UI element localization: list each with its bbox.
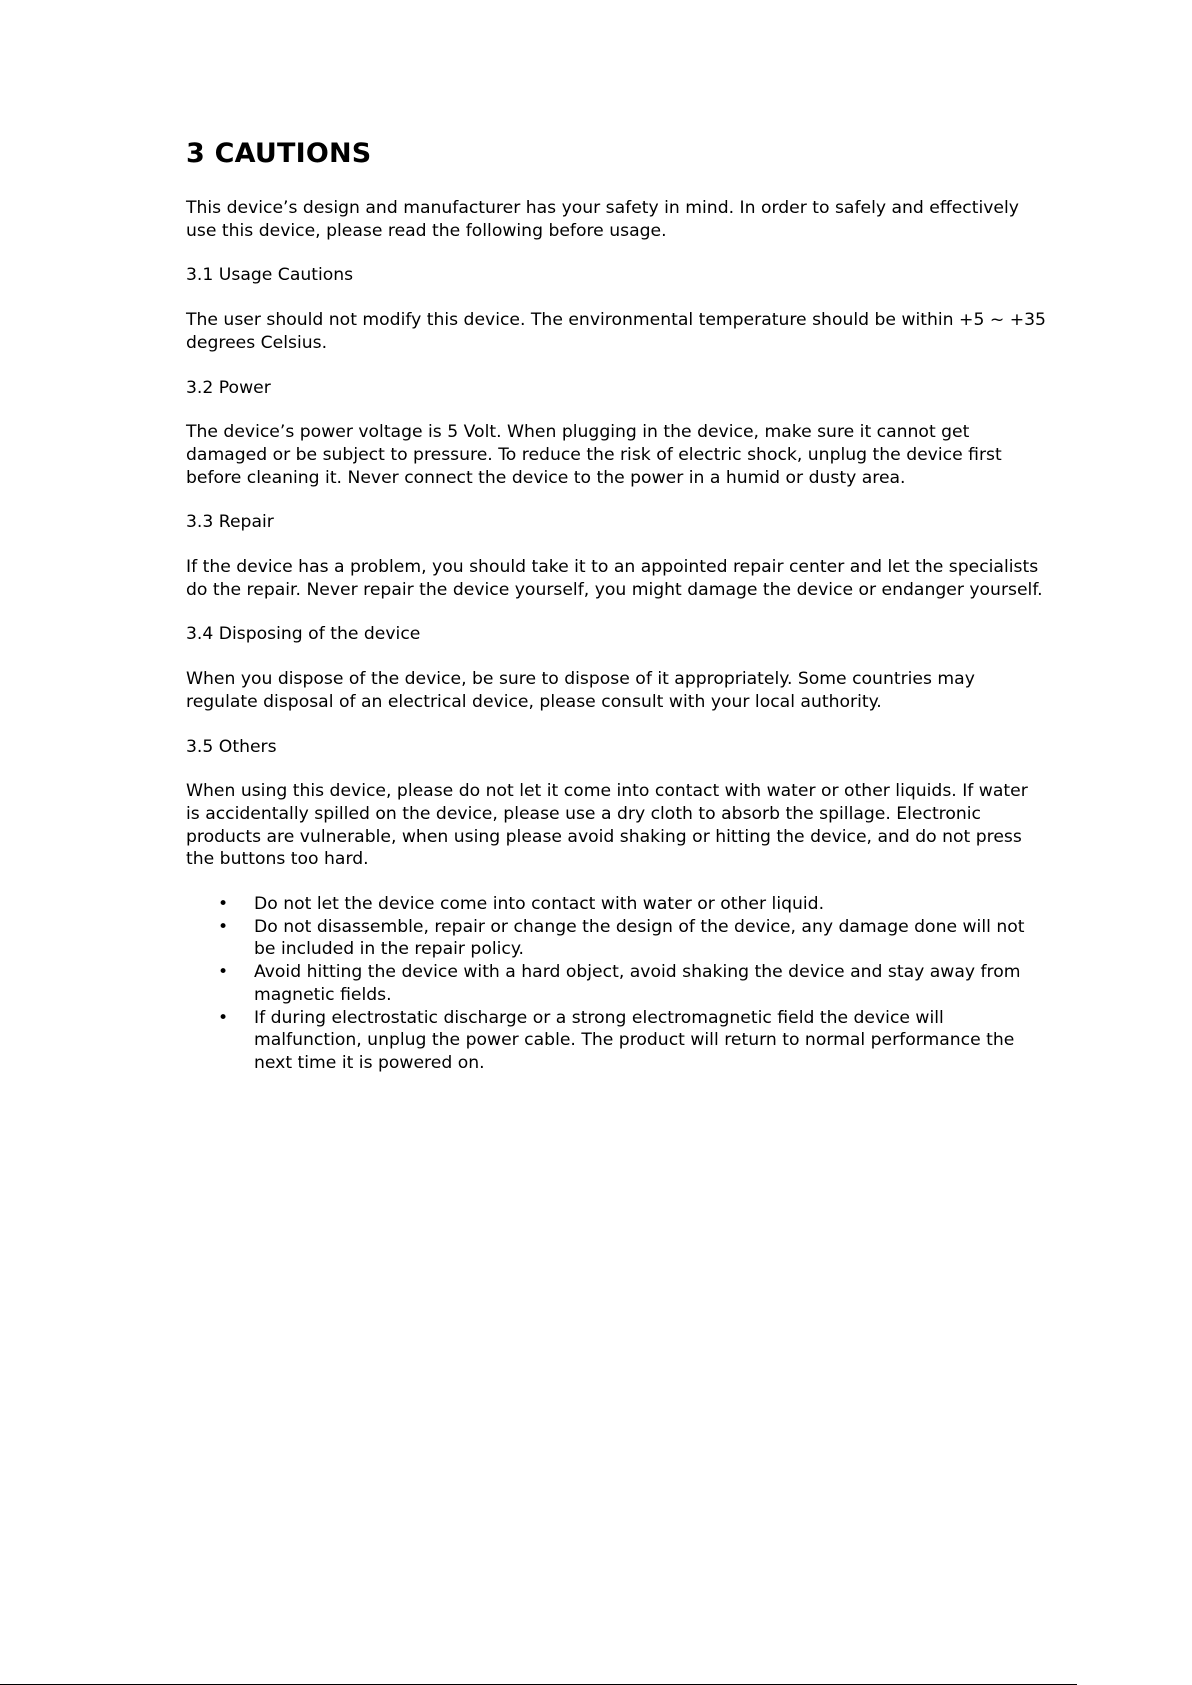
list-item-text: Avoid hitting the device with a hard object, avoid shaking the device and stay away from magnetic fields. xyxy=(254,962,1021,1005)
section-body-power: The device’s power voltage is 5 Volt. When plugging in the device, make sure it cannot get damaged or be subject to pressure. To reduce the risk of electric shock, unplug the device first before cleaning it. Never connect the device to the power in a humid or dusty area. xyxy=(186,422,1002,488)
section-body-usage-cautions: The user should not modify this device. The environmental temperature should be within +5 ~ +35 degrees Celsius. xyxy=(186,310,1046,353)
section-body-disposing: When you dispose of the device, be sure to dispose of it appropriately. Some countries may regulate disposal of an electrical device, please consult with your local authority. xyxy=(186,669,975,712)
list-item xyxy=(186,893,1046,916)
page-title: 3 CAUTIONS xyxy=(186,138,372,169)
bullet-icon: • xyxy=(218,894,229,915)
section-title-disposing: 3.4 Disposing of the device xyxy=(186,624,421,645)
section-title-others: 3.5 Others xyxy=(186,736,277,757)
caution-list xyxy=(186,893,1046,1075)
list-item-text: Do not let the device come into contact with water or other liquid. xyxy=(254,894,825,915)
section-body-others: When using this device, please do not let it come into contact with water or other liquids. If water is accidentally spilled on the device, please use a dry cloth to absorb the spillage. Electronic products are vulnerable, when using please avoid shaking or hitting the device, and do not press the buttons too hard. xyxy=(186,781,1028,870)
section-title-power: 3.2 Power xyxy=(186,377,271,398)
section-title-repair: 3.3 Repair xyxy=(186,512,274,533)
section-body-repair: If the device has a problem, you should take it to an appointed repair center and let the specialists do the repair. Never repair the device yourself, you might damage the device or endanger yourself. xyxy=(186,557,1043,600)
list-item-text: If during electrostatic discharge or a strong electromagnetic field the device will malfunction, unplug the power cable. The product will return to normal performance the next time it is powered on. xyxy=(254,1007,1015,1073)
bullet-icon: • xyxy=(218,962,229,983)
list-item xyxy=(186,1007,1046,1075)
section-title-usage-cautions: 3.1 Usage Cautions xyxy=(186,265,354,286)
intro-paragraph: This device’s design and manufacturer has your safety in mind. In order to safely and effectively use this device, please read the following before usage. xyxy=(186,198,1019,241)
document-page xyxy=(186,138,1046,1075)
list-item-text: Do not disassemble, repair or change the design of the device, any damage done will not be included in the repair policy. xyxy=(254,916,1025,960)
bullet-icon: • xyxy=(218,916,229,937)
list-item xyxy=(186,961,1046,1006)
list-item xyxy=(186,916,1046,961)
bullet-icon: • xyxy=(218,1007,229,1028)
